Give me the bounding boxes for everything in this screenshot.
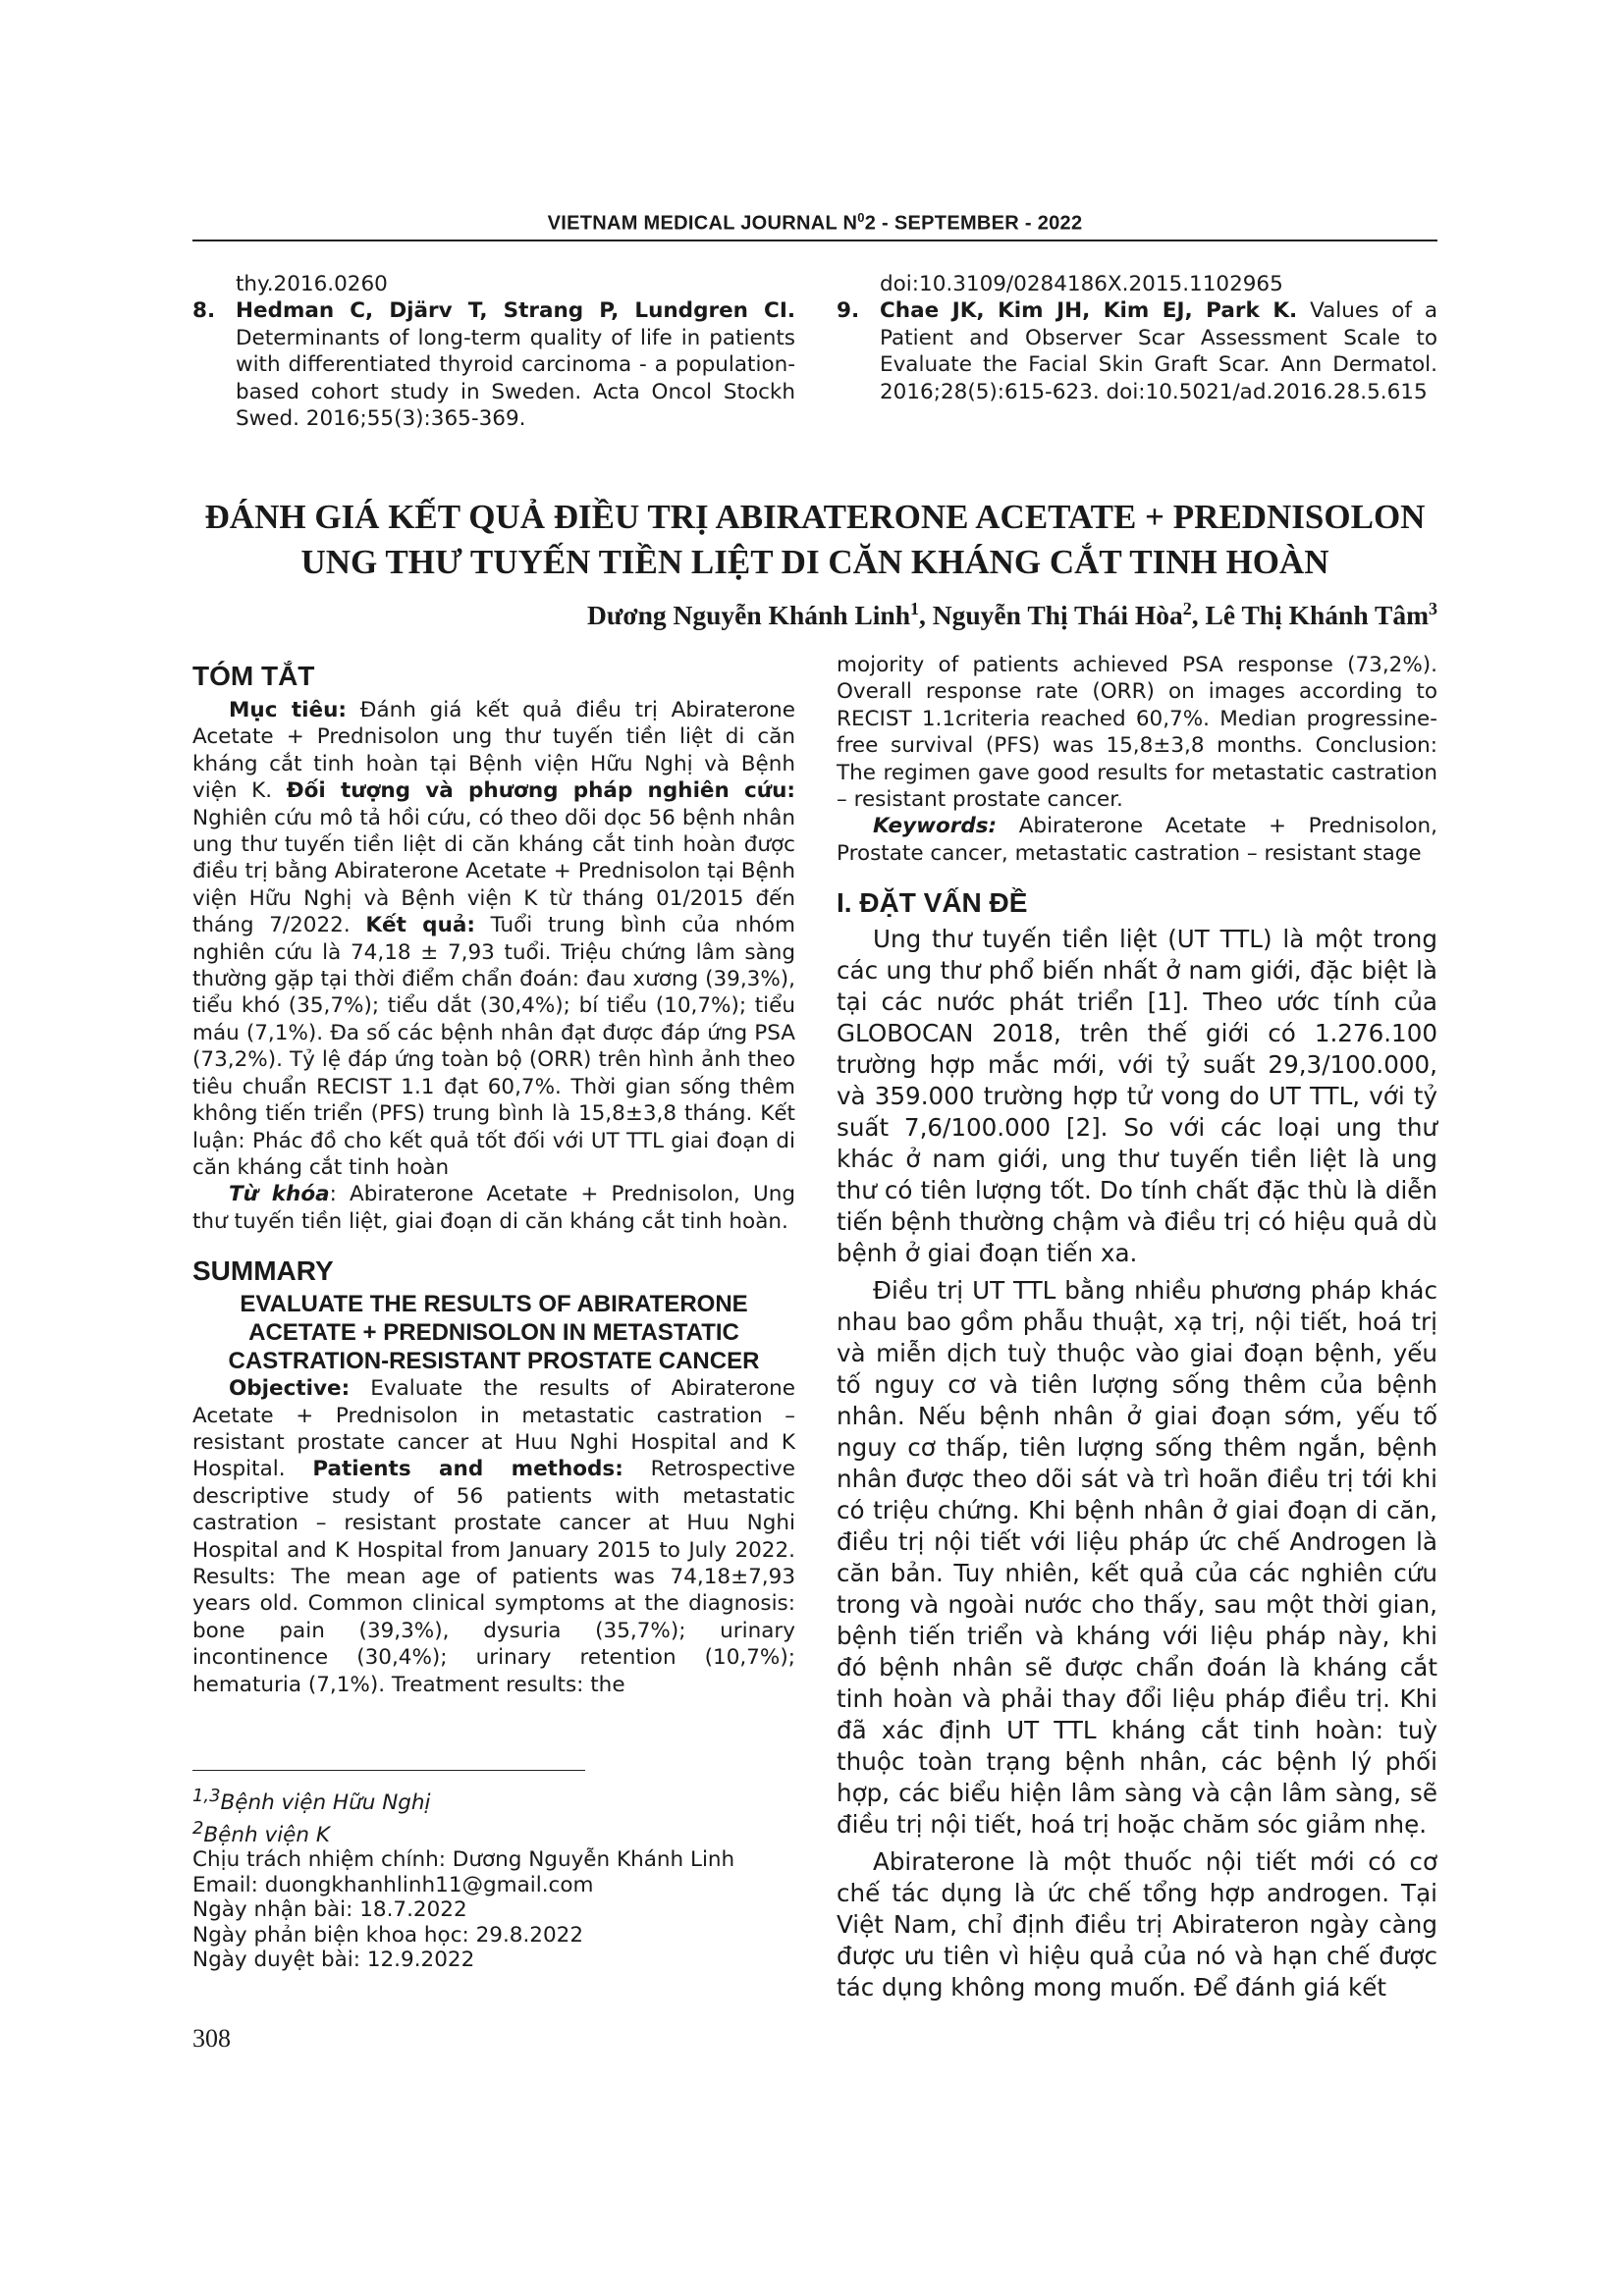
title-line: UNG THƯ TUYẾN TIỀN LIỆT DI CĂN KHÁNG CẮT TINH HOÀN	[300, 543, 1329, 581]
corresponding-author: Chịu trách nhiệm chính: Dương Nguyễn Khánh Linh	[192, 1847, 735, 1873]
reference-text: Values of a Patient and Observer Scar Assessment Scale to Evaluate the Facial Skin Graft Scar. Ann Dermatol. 2016;28(5):615-623. doi:10.5021/ad.2016.28.5.615	[880, 298, 1437, 404]
right-column	[837, 652, 1437, 2003]
references-left	[192, 271, 795, 432]
reference-authors: Chae JK, Kim JH, Kim EJ, Park K.	[880, 298, 1298, 324]
intro-paragraph: Abiraterone là một thuốc nội tiết mới có cơ chế tác dụng là ức chế tổng hợp androgen. Tại Việt Nam, chỉ định điều trị Abirateron ngày càng được ưu tiên vì hiệu quả của nó và hạn chế được tác dụng không mong muốn. Để đánh giá kết	[837, 1847, 1437, 2002]
date-accepted: Ngày duyệt bài: 12.9.2022	[192, 1948, 475, 1973]
abstract-en-keywords: Keywords: Abiraterone Acetate + Prednisolon, Prostate cancer, metastatic castration – resistant stage	[837, 814, 1437, 866]
left-column	[192, 660, 795, 1698]
reference-number: 8.	[192, 298, 216, 324]
intro-paragraph: Điều trị UT TTL bằng nhiều phương pháp khác nhau bao gồm phẫu thuật, xạ trị, nội tiết, hoá trị và miễn dịch tuỳ thuộc vào giai đoạn bệnh, yếu tố nguy cơ và tiên lượng sống thêm của bệnh nhân. Nếu bệnh nhân ở giai đoạn sớm, yếu tố nguy cơ thấp, tiên lượng sống thêm ngắn, bệnh nhân được theo dõi sát và trì hoãn điều trị tới khi có triệu chứng. Khi bệnh nhân ở giai đoạn di căn, điều trị nội tiết với liệu pháp ức chế Androgen là căn bản. Tuy nhiên, kết quả của các nghiên cứu trong và ngoài nước cho thấy, sau một thời gian, bệnh tiến triển và kháng với liệu pháp này, khi đó bệnh nhân sẽ được chẩn đoán là kháng cắt tinh hoàn và phải thay đổi liệu pháp điều trị. Khi đã xác định UT TTL kháng cắt tinh hoàn: tuỳ thuộc toàn trạng bệnh nhân, các bệnh lý phối hợp, các biểu hiện lâm sàng và cận lâm sàng, sẽ điều trị nội tiết, hoá trị hoặc chăm sóc giảm nhẹ.	[837, 1276, 1437, 1840]
reference-9	[837, 297, 1437, 405]
header-divider	[192, 240, 1437, 241]
abstract-vi-heading: TÓM TẮT	[192, 661, 315, 691]
abstract-en-title: EVALUATE THE RESULTS OF ABIRATERONE ACETATE + PREDNISOLON IN METASTATIC CASTRATION-RESISTANT PROSTATE CANCER	[228, 1291, 760, 1375]
footnote-divider	[192, 1770, 585, 1771]
footnotes	[192, 1784, 821, 1973]
affiliation-1: $^{1,3}$Bệnh viện Hữu Nghị	[192, 1786, 431, 1816]
reference-text: Determinants of long-term quality of life in patients with differentiated thyroid carcinoma - a population-based cohort study in Sweden. Acta Oncol Stockh Swed. 2016;55(3):365-369.	[236, 325, 795, 432]
date-received: Ngày nhận bài: 18.7.2022	[192, 1897, 467, 1923]
reference-8-tail: doi:10.3109/0284186X.2015.1102965	[880, 272, 1283, 296]
reference-authors: Hedman C, Djärv T, Strang P, Lundgren CI.	[236, 298, 795, 324]
author-list: Dương Nguyễn Khánh Linh$^1$, Nguyễn Thị Thái Hòa$^2$, Lê Thị Khánh Tâm$^3$	[587, 599, 1437, 631]
contact-email: Email: duongkhanhlinh11@gmail.com	[192, 1872, 594, 1897]
title-line: ĐÁNH GIÁ KẾT QUẢ ĐIỀU TRỊ ABIRATERONE ACETATE + PREDNISOLON	[204, 498, 1426, 536]
article-title	[192, 495, 1437, 585]
abstract-en-continued: mojority of patients achieved PSA response (73,2%). Overall response rate (ORR) on images according to RECIST 1.1criteria reached 60,7%. Median progressine-free survival (PFS) was 15,8±3,8 months. Conclusion: The regimen gave good results for metastatic castration – resistant prostate cancer.	[837, 653, 1437, 813]
abstract-en-heading: SUMMARY	[192, 1255, 334, 1287]
intro-heading: I. ĐẶT VẤN ĐỀ	[837, 887, 1028, 919]
page-number: 308	[192, 2024, 231, 2053]
intro-paragraph: Ung thư tuyến tiền liệt (UT TTL) là một trong các ung thư phổ biến nhất ở nam giới, đặc biệt là tại các nước phát triển [1]. Theo ước tính của GLOBOCAN 2018, trên thế giới có 1.276.100 trường hợp mắc mới, với tỷ suất 29,3/100.000, và 359.000 trường hợp tử vong do UT TTL, với tỷ suất 7,6/100.000 [2]. So với các loại ung thư khác ở nam giới, ung thư tuyến tiền liệt là ung thư có tiên lượng tốt. Do tính chất đặc thù là diễn tiến bệnh thường chậm và điều trị có hiệu quả dù bệnh ở giai đoạn tiến xa.	[837, 925, 1437, 1268]
date-reviewed: Ngày phản biện khoa học: 29.8.2022	[192, 1922, 584, 1948]
running-header: VIETNAM MEDICAL JOURNAL $N^02$ - SEPTEMBER - 2022	[547, 210, 1083, 235]
abstract-vi-keywords: Từ khóa: Abiraterone Acetate + Prednisolon, Ung thư tuyến tiền liệt, giai đoạn di căn kháng cắt tinh hoàn.	[192, 1182, 795, 1234]
abstract-en-body: Objective: Evaluate the results of Abiraterone Acetate + Prednisolon in metastatic castration – resistant prostate cancer at Huu Nghi Hospital and K Hospital. Patients and methods: Retrospective descriptive study of 56 patients with metastatic castration – resistant prostate cancer at Huu Nghi Hospital and K Hospital from January 2015 to July 2022. Results: The mean age of patients was 74,18±7,93 years old. Common clinical symptoms at the diagnosis: bone pain (39,3%), dysuria (35,7%); urinary incontinence (30,4%); urinary retention (10,7%); hematuria (7,1%). Treatment results: the	[192, 1376, 795, 1697]
reference-7-tail: thy.2016.0260	[236, 272, 388, 296]
reference-8	[192, 297, 795, 432]
abstract-vi-body: Mục tiêu: Đánh giá kết quả điều trị Abiraterone Acetate + Prednisolon ung thư tuyến tiền liệt di căn kháng cắt tinh hoàn tại Bệnh viện Hữu Nghị và Bệnh viện K. Đối tượng và phương pháp nghiên cứu: Nghiên cứu mô tả hồi cứu, có theo dõi dọc 56 bệnh nhân ung thư tuyến tiền liệt di căn kháng cắt tinh hoàn được điều trị bằng Abiraterone Acetate + Prednisolon tại Bệnh viện Hữu Nghị và Bệnh viện K từ tháng 01/2015 đến tháng 7/2022. Kết quả: Tuổi trung bình của nhóm nghiên cứu là 74,18 ± 7,93 tuổi. Triệu chứng lâm sàng thường gặp tại thời điểm chẩn đoán: đau xương (39,3%), tiểu khó (35,7%); tiểu dắt (30,4%); bí tiểu (10,7%); tiểu máu (7,1%). Đa số các bệnh nhân đạt được đáp ứng PSA (73,2%). Tỷ lệ đáp ứng toàn bộ (ORR) trên hình ảnh theo tiêu chuẩn RECIST 1.1 đạt 60,7%. Thời gian sống thêm không tiến triển (PFS) trung bình là 15,8±3,8 tháng. Kết luận: Phác đồ cho kết quả tốt đối với UT TTL giai đoạn di căn kháng cắt tinh hoàn	[192, 698, 796, 1180]
affiliation-2: $^2$Bệnh viện K	[192, 1817, 330, 1847]
reference-number: 9.	[837, 298, 860, 324]
references-right	[837, 271, 1437, 405]
